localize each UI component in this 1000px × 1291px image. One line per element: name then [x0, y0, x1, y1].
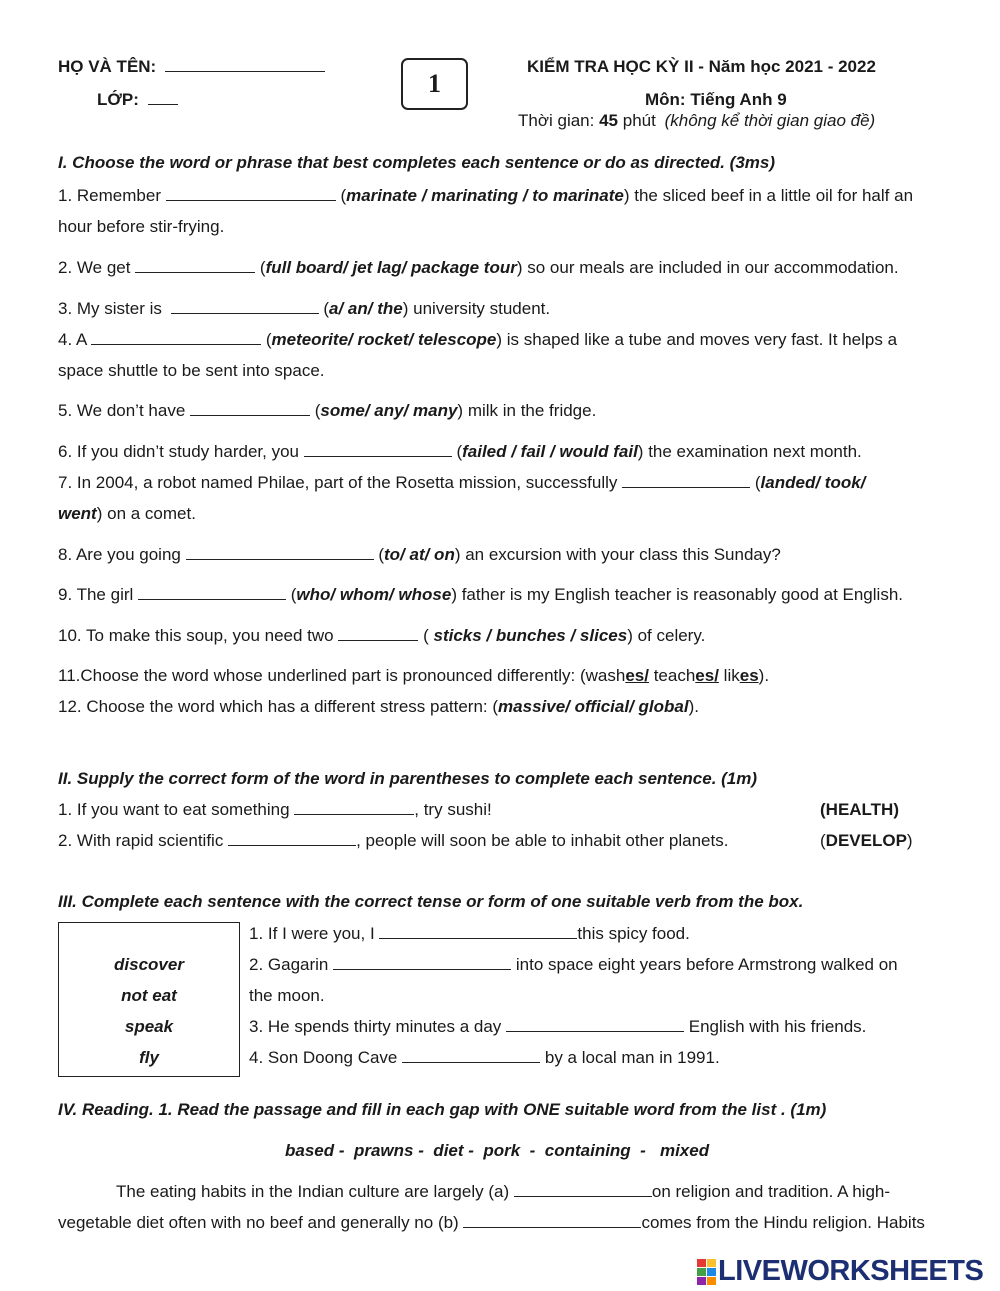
- time-value: 45: [599, 111, 619, 130]
- s1-q10-options: sticks / bunches / slices: [433, 626, 628, 645]
- s2-q1-text-b: , try sushi!: [414, 800, 492, 819]
- s3-q3-text: 3. He spends thirty minutes a day: [249, 1017, 502, 1036]
- s1-q3-options: a/ an/ the: [329, 299, 403, 318]
- exam-subject: Môn: Tiếng Anh 9: [645, 90, 787, 109]
- passage-text-1: The eating habits in the Indian culture are largely (a): [116, 1182, 510, 1201]
- s3-q1-blank[interactable]: [379, 924, 577, 939]
- s2-q1-word: (HEALTH): [820, 800, 899, 819]
- s1-q9-text: 9. The girl: [58, 585, 134, 604]
- verb-item: discover: [114, 955, 184, 974]
- s1-q4-options: meteorite/ rocket/ telescope: [271, 330, 497, 349]
- class-row: [97, 90, 178, 110]
- s1-q2-blank[interactable]: [135, 258, 255, 273]
- s1-q10-text-b: of celery.: [637, 626, 706, 645]
- s3-q4-text: 4. Son Doong Cave: [249, 1048, 398, 1067]
- s3-q4: [249, 1048, 720, 1068]
- s1-q3: 3. My sister is (a/ an/ the) university student.: [58, 299, 551, 318]
- gap-a[interactable]: [514, 1182, 652, 1197]
- exam-title: KIỂM TRA HỌC KỲ II - Năm học 2021 - 2022: [527, 57, 876, 76]
- s1-q1-text-b: the sliced beef in a little oil for half an: [634, 186, 914, 205]
- s3-q2-cont: the moon.: [249, 986, 325, 1005]
- exam-time: [518, 111, 875, 131]
- name-row: [58, 57, 325, 77]
- s1-q3-text-b: university student.: [413, 299, 551, 318]
- s1-q7-cont: went) on a comet.: [58, 504, 196, 523]
- s1-q5-text: 5. We don’t have: [58, 401, 186, 420]
- s1-q6-options: failed / fail / would fail: [462, 442, 638, 461]
- verb-item: not eat: [121, 986, 177, 1005]
- s2-q2: [58, 831, 728, 851]
- s1-q1-options: marinate / marinating / to marinate: [346, 186, 624, 205]
- s3-q2: [249, 955, 898, 975]
- s1-q2-text: 2. We get: [58, 258, 131, 277]
- time-prefix: Thời gian:: [518, 111, 595, 130]
- s2-q2-paren-close: ): [906, 831, 913, 850]
- class-input[interactable]: [148, 90, 178, 105]
- s3-q3-text-b: English with his friends.: [688, 1017, 867, 1036]
- verb-item: fly: [139, 1048, 159, 1067]
- s1-q6-text: 6. If you didn’t study harder, you: [58, 442, 299, 461]
- s1-q7-blank[interactable]: [622, 473, 750, 488]
- s2-q1-text: 1. If you want to eat something: [58, 800, 290, 819]
- s1-q6: 6. If you didn’t study harder, you (failed / fail / would fail) the examination next month.: [58, 442, 862, 461]
- s1-q6-blank[interactable]: [304, 442, 452, 457]
- s1-q5-blank[interactable]: [190, 401, 310, 416]
- s1-q4-text-b: is shaped like a tube and moves very fast. It helps a: [506, 330, 898, 349]
- s3-q3-blank[interactable]: [506, 1017, 684, 1032]
- name-label: HỌ VÀ TÊN:: [58, 57, 157, 76]
- s2-q2-text-b: , people will soon be able to inhabit other planets.: [356, 831, 729, 850]
- passage-line-2: [58, 1213, 925, 1233]
- verb-item: speak: [124, 1017, 174, 1036]
- s1-q4-blank[interactable]: [91, 330, 261, 345]
- s1-q5: 5. We don’t have (some/ any/ many) milk in the fridge.: [58, 401, 597, 420]
- gap-b[interactable]: [463, 1213, 641, 1228]
- s3-q2-blank[interactable]: [333, 955, 511, 970]
- s1-q1-cont: hour before stir-frying.: [58, 217, 225, 236]
- s1-q8-text-b: an excursion with your class this Sunday?: [465, 545, 781, 564]
- s1-q4-cont: space shuttle to be sent into space.: [58, 361, 325, 380]
- time-unit: phút: [622, 111, 656, 130]
- s1-q12-text: 12. Choose the word which has a different stress pattern: (: [58, 697, 499, 716]
- section1-heading: I. Choose the word or phrase that best completes each sentence or do as directed. (3ms): [58, 153, 776, 172]
- s2-q2-text: 2. With rapid scientific: [58, 831, 224, 850]
- s1-q7: 7. In 2004, a robot named Philae, part of the Rosetta mission, successfully (landed/ took/: [58, 473, 866, 492]
- s1-q3-blank[interactable]: [171, 299, 319, 314]
- passage-text-2: vegetable diet often with no beef and generally no (b): [58, 1213, 459, 1232]
- passage-text-1b: on religion and tradition. A high-: [651, 1182, 891, 1201]
- s1-q2-options: full board/ jet lag/ package tour: [265, 258, 517, 277]
- s1-q5-options: some/ any/ many: [320, 401, 458, 420]
- s1-q11-end: ).: [758, 666, 770, 685]
- s2-q2-word-wrap: [820, 831, 913, 851]
- s1-q7-text-b: on a comet.: [107, 504, 196, 523]
- section2-heading: II. Supply the correct form of the word in parentheses to complete each sentence. (1m): [58, 769, 758, 788]
- s1-q11-word-2: teach: [653, 666, 696, 685]
- s1-q10-blank[interactable]: [338, 626, 418, 641]
- s1-q7-options: landed/ took/: [760, 473, 866, 492]
- word-list: based - prawns - diet - pork - containing - mixed: [285, 1141, 710, 1160]
- s1-q10: 10. To make this soup, you need two ( sticks / bunches / slices) of celery.: [58, 626, 706, 645]
- s1-q11-underline-2: es/: [695, 666, 719, 685]
- s1-q10-text: 10. To make this soup, you need two: [58, 626, 334, 645]
- s2-q2-blank[interactable]: [228, 831, 356, 846]
- s1-q6-text-b: the examination next month.: [648, 442, 862, 461]
- s1-q9-blank[interactable]: [138, 585, 286, 600]
- s2-q1-blank[interactable]: [294, 800, 414, 815]
- s1-q1-blank[interactable]: [166, 186, 336, 201]
- logo-text: LIVEWORKSHEETS: [718, 1255, 984, 1287]
- logo-mark-icon: [697, 1259, 716, 1285]
- s1-q12-end: ).: [688, 697, 699, 716]
- s1-q4: 4. A (meteorite/ rocket/ telescope) is shaped like a tube and moves very fast. It helps a: [58, 330, 898, 349]
- liveworksheets-logo: [697, 1255, 983, 1288]
- s1-q12: [58, 697, 699, 717]
- passage-line-1: [116, 1182, 890, 1202]
- s1-q8-text: 8. Are you going: [58, 545, 181, 564]
- s1-q8-options: to/ at/ on: [384, 545, 455, 564]
- s3-q1-text-b: this spicy food.: [577, 924, 690, 943]
- s1-q4-text: 4. A: [58, 330, 87, 349]
- s1-q11-underline-3: es: [739, 666, 759, 685]
- s3-q1-text: 1. If I were you, I: [249, 924, 375, 943]
- s1-q9: 9. The girl (who/ whom/ whose) father is my English teacher is reasonably good at English.: [58, 585, 903, 604]
- s1-q1-text: 1. Remember: [58, 186, 161, 205]
- s2-q2-paren-open: (: [820, 831, 826, 850]
- s1-q11-underline-1: es/: [625, 666, 649, 685]
- name-input[interactable]: [165, 57, 325, 72]
- s1-q9-options: who/ whom/ whose: [296, 585, 452, 604]
- passage-text-2b: comes from the Hindu religion. Habits: [641, 1213, 925, 1232]
- s1-q3-text: 3. My sister is: [58, 299, 162, 318]
- s1-q9-text-b: father is my English teacher is reasonably good at English.: [461, 585, 903, 604]
- time-note: (không kể thời gian giao đề): [664, 111, 876, 130]
- section3-heading: III. Complete each sentence with the correct tense or form of one suitable verb from the box.: [58, 892, 804, 911]
- s3-q1: [249, 924, 690, 944]
- s1-q11: [58, 666, 769, 686]
- s3-q4-text-b: by a local man in 1991.: [544, 1048, 720, 1067]
- s3-q2-text-b: into space eight years before Armstrong walked on: [515, 955, 898, 974]
- s1-q7-options-b: went: [58, 504, 97, 523]
- s3-q2-text: 2. Gagarin: [249, 955, 329, 974]
- s1-q7-text: 7. In 2004, a robot named Philae, part of the Rosetta mission, successfully: [58, 473, 618, 492]
- s1-q11-word-3: lik: [723, 666, 740, 685]
- s1-q11-text: 11.Choose the word whose underlined part is pronounced differently: (wash: [58, 666, 626, 685]
- s1-q8-blank[interactable]: [186, 545, 374, 560]
- class-label: LỚP:: [97, 90, 139, 109]
- exam-number: 1: [428, 69, 441, 98]
- s2-q1: [58, 800, 492, 820]
- s1-q5-text-b: milk in the fridge.: [467, 401, 597, 420]
- s1-q12-options: massive/ official/ global: [498, 697, 689, 716]
- s1-q2: 2. We get (full board/ jet lag/ package tour) so our meals are included in our accommodation.: [58, 258, 899, 277]
- verb-box: [58, 922, 240, 1077]
- s3-q4-blank[interactable]: [402, 1048, 540, 1063]
- section4-heading: IV. Reading. 1. Read the passage and fill in each gap with ONE suitable word from the list . (1m): [58, 1100, 827, 1119]
- s1-q2-text-b: so our meals are included in our accommodation.: [527, 258, 899, 277]
- s1-q8: 8. Are you going (to/ at/ on) an excursion with your class this Sunday?: [58, 545, 781, 564]
- s1-q1: 1. Remember (marinate / marinating / to marinate) the sliced beef in a little oil for half an: [58, 186, 914, 205]
- exam-number-box: [401, 58, 468, 110]
- s2-q2-word: DEVELOP: [825, 831, 907, 850]
- s3-q3: [249, 1017, 866, 1037]
